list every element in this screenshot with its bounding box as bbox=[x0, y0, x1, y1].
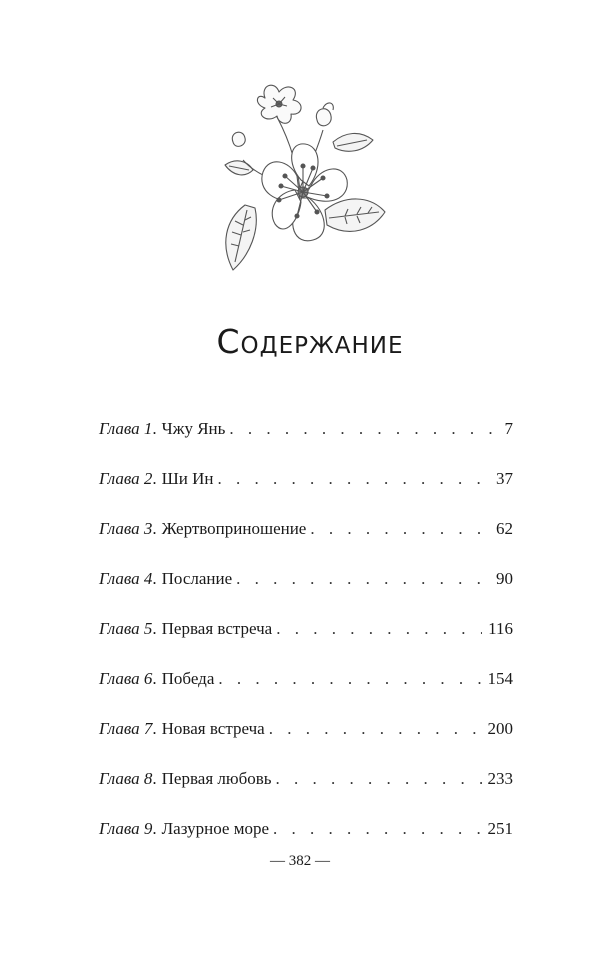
chapter-label: Глава 7 bbox=[99, 719, 153, 738]
table-of-contents bbox=[99, 419, 513, 869]
toc-entry[interactable]: Глава 3 . Жертвоприношение . . . 62 bbox=[99, 519, 513, 569]
chapter-title: Новая встреча bbox=[161, 719, 265, 738]
chapter-label: Глава 9 bbox=[99, 819, 153, 838]
chapter-title: Победа bbox=[161, 669, 215, 688]
dot-leader bbox=[269, 719, 482, 739]
page-number: 37 bbox=[496, 469, 513, 488]
page-number: 200 bbox=[487, 719, 513, 738]
chapter-label: Глава 1 bbox=[99, 419, 153, 438]
page-folio: — 382 — bbox=[270, 853, 330, 869]
toc-entry[interactable]: Глава 4 . Послание . . . 90 bbox=[99, 569, 513, 619]
chapter-label: Глава 4 bbox=[99, 569, 153, 588]
page-number: 7 bbox=[504, 419, 513, 438]
chapter-title: Первая встреча bbox=[161, 619, 273, 638]
chapter-label: Глава 8 bbox=[99, 769, 153, 788]
chapter-title: Чжу Янь bbox=[161, 419, 226, 438]
page-number: 116 bbox=[488, 619, 513, 638]
chapter-label: Глава 3 bbox=[99, 519, 153, 538]
chapter-title: Первая любовь bbox=[161, 769, 272, 788]
chapter-label: Глава 2 bbox=[99, 469, 153, 488]
toc-entry[interactable]: Глава 5 . Первая встреча . . . 116 bbox=[99, 619, 513, 669]
chapter-title: Послание bbox=[161, 569, 233, 588]
page-number: 233 bbox=[487, 769, 513, 788]
toc-entry[interactable]: Глава 9 . Лазурное море . . . 251 bbox=[99, 819, 513, 869]
chapter-label: Глава 6 bbox=[99, 669, 153, 688]
toc-entry[interactable]: Глава 2 . Ши Ин . . . 37 bbox=[99, 469, 513, 519]
toc-entry[interactable]: Глава 1 . Чжу Янь . . . 7 bbox=[99, 419, 513, 469]
chapter-title: Ши Ин bbox=[161, 469, 214, 488]
page-number: 90 bbox=[496, 569, 513, 588]
toc-entry[interactable]: Глава 8 . Первая любовь . . . 233 bbox=[99, 769, 513, 819]
dot-leader bbox=[276, 619, 482, 639]
dot-leader bbox=[310, 519, 490, 539]
dot-leader bbox=[236, 569, 490, 589]
page-title: Содержание bbox=[216, 322, 404, 361]
page-number: 62 bbox=[496, 519, 513, 538]
dot-leader bbox=[229, 419, 498, 439]
blossom-icon bbox=[205, 80, 395, 280]
toc-entry[interactable]: Глава 6 . Победа . . . 154 bbox=[99, 669, 513, 719]
chapter-label: Глава 5 bbox=[99, 619, 153, 638]
chapter-title: Лазурное море bbox=[161, 819, 269, 838]
page-number: 154 bbox=[487, 669, 513, 688]
dot-leader bbox=[273, 819, 482, 839]
flower-ornament bbox=[205, 80, 395, 280]
dot-leader bbox=[276, 769, 482, 789]
toc-entry[interactable]: Глава 7 . Новая встреча . . . 200 bbox=[99, 719, 513, 769]
chapter-title: Жертвоприношение bbox=[161, 519, 307, 538]
dot-leader bbox=[218, 469, 490, 489]
page-number: 251 bbox=[487, 819, 513, 838]
dot-leader bbox=[218, 669, 481, 689]
